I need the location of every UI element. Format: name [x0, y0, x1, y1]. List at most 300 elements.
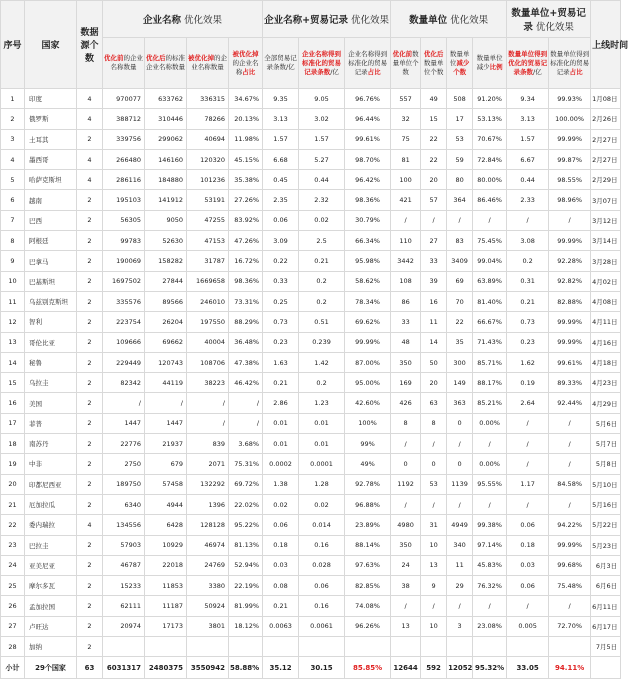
cell	[263, 637, 299, 657]
subheader-text: 企业名称得到标准化的贸易记录	[348, 49, 388, 76]
subheader-highlight: 企业名称得到标准化的贸易记录条数	[302, 49, 342, 76]
cell: 88.29%	[229, 312, 263, 332]
cell: 0.18	[507, 535, 549, 555]
cell: 4月16日	[591, 332, 621, 352]
cell: 246010	[187, 291, 229, 311]
cell: 1	[1, 89, 25, 109]
cell: 中非	[25, 454, 77, 474]
cell: 南苏丹	[25, 434, 77, 454]
subheader-text: 的企业名称数量	[191, 54, 227, 71]
cell: 98.96%	[549, 190, 591, 210]
cell: 27.26%	[229, 190, 263, 210]
cell: 99.93%	[549, 89, 591, 109]
cell: /	[549, 596, 591, 616]
subheader-highlight: 优化前	[104, 54, 124, 62]
cell: 95.32%	[473, 657, 507, 679]
cell: 3380	[187, 576, 229, 596]
cell: 99.61%	[549, 352, 591, 372]
cell: 97.14%	[473, 535, 507, 555]
cell: /	[391, 596, 421, 616]
subheader-text: 数量单位减少	[476, 54, 503, 71]
subheader-9	[447, 38, 473, 89]
cell: 340	[447, 535, 473, 555]
cell: 6	[1, 190, 25, 210]
cell: 9	[421, 576, 447, 596]
cell: 310446	[145, 109, 187, 129]
cell: 4月11日	[591, 312, 621, 332]
table-row	[1, 494, 621, 514]
cell: 4980	[391, 515, 421, 535]
cell: 4月08日	[591, 291, 621, 311]
cell: 2	[77, 373, 103, 393]
cell: 35.12	[263, 657, 299, 679]
cell: 0.06	[263, 515, 299, 535]
cell: 300	[447, 352, 473, 372]
cell: 0.02	[299, 494, 345, 514]
cell: 0.22	[263, 251, 299, 271]
cell	[345, 637, 391, 657]
cell: 0.21	[263, 373, 299, 393]
cell: 44119	[145, 373, 187, 393]
cell: 3.02	[299, 109, 345, 129]
cell: 4944	[145, 494, 187, 514]
subheader-highlight: 比例	[489, 63, 503, 71]
header-group-unit: 数量单位 优化效果	[391, 1, 507, 38]
cell: 96.44%	[345, 109, 391, 129]
subheader-5	[299, 38, 345, 89]
cell: 2480375	[145, 657, 187, 679]
subheader-highlight: 被优化掉	[188, 54, 214, 62]
table-row	[1, 352, 621, 372]
subheader-4	[263, 38, 299, 89]
cell: 99.61%	[345, 129, 391, 149]
cell	[103, 637, 145, 657]
cell: 49	[421, 89, 447, 109]
cell: 76.32%	[473, 576, 507, 596]
cell: 27844	[145, 271, 187, 291]
cell: 0.31	[507, 271, 549, 291]
cell: 146160	[145, 149, 187, 169]
cell: 2	[77, 291, 103, 311]
cell: 6月6日	[591, 576, 621, 596]
cell: 99.99%	[549, 129, 591, 149]
cell: 1139	[447, 474, 473, 494]
cell: 3	[1, 129, 25, 149]
cell: 57	[421, 190, 447, 210]
header-group-company-trade: 企业名称+贸易记录 优化效果	[263, 1, 391, 38]
cell: 越南	[25, 190, 77, 210]
cell: 229449	[103, 352, 145, 372]
cell: 99.99%	[549, 535, 591, 555]
cell: 57458	[145, 474, 187, 494]
cell: 99.04%	[473, 251, 507, 271]
subheader-highlight: 数量单位得到优化的贸易记录条数	[508, 49, 548, 76]
cell: 336315	[187, 89, 229, 109]
cell: 2.86	[263, 393, 299, 413]
cell: 66.67%	[473, 312, 507, 332]
cell: 0.014	[299, 515, 345, 535]
cell: 0.33	[263, 271, 299, 291]
cell: 27	[421, 231, 447, 251]
cell: 2071	[187, 454, 229, 474]
cell: 0.03	[263, 555, 299, 575]
table-row	[1, 312, 621, 332]
cell: 5月6日	[591, 413, 621, 433]
cell: 15	[421, 109, 447, 129]
cell: 1.57	[507, 129, 549, 149]
cell: 80	[447, 170, 473, 190]
cell: 2750	[103, 454, 145, 474]
table-row	[1, 413, 621, 433]
cell: /	[391, 494, 421, 514]
cell: 6.67	[507, 149, 549, 169]
subheader-8	[421, 38, 447, 89]
cell: 74.08%	[345, 596, 391, 616]
cell: 厄加拉瓜	[25, 494, 77, 514]
cell: 9.34	[507, 89, 549, 109]
cell: 21937	[145, 434, 187, 454]
cell: 4	[77, 109, 103, 129]
cell: 57903	[103, 535, 145, 555]
cell: 0.19	[507, 373, 549, 393]
cell: 2.33	[507, 190, 549, 210]
cell: 195103	[103, 190, 145, 210]
cell: 36.48%	[229, 332, 263, 352]
cell: 99783	[103, 231, 145, 251]
cell: 39	[421, 271, 447, 291]
table-row	[1, 576, 621, 596]
cell: 679	[145, 454, 187, 474]
cell: /	[507, 454, 549, 474]
cell: 2	[77, 129, 103, 149]
cell: /	[507, 494, 549, 514]
cell: 95.55%	[473, 474, 507, 494]
table-row	[1, 190, 621, 210]
cell: 63	[421, 393, 447, 413]
cell: 40694	[187, 129, 229, 149]
cell: 2.35	[263, 190, 299, 210]
cell: 1697502	[103, 271, 145, 291]
cell: 49%	[345, 454, 391, 474]
cell: /	[421, 596, 447, 616]
cell: 128128	[187, 515, 229, 535]
cell: 98.55%	[549, 170, 591, 190]
cell: 83.92%	[229, 210, 263, 230]
cell: 18.12%	[229, 616, 263, 636]
cell: 3月12日	[591, 210, 621, 230]
subheader-highlight: 减少个数	[453, 58, 470, 76]
cell: 20	[421, 170, 447, 190]
cell: 0.18	[263, 535, 299, 555]
cell: 63	[77, 657, 103, 679]
cell: 92.78%	[345, 474, 391, 494]
cell: 2	[77, 312, 103, 332]
cell: 16	[1, 393, 25, 413]
cell: 秘鲁	[25, 352, 77, 372]
cell: 2	[77, 637, 103, 657]
subheader-text: /亿	[330, 67, 339, 76]
cell: 0.21	[263, 596, 299, 616]
cell: 0	[447, 454, 473, 474]
cell: 70	[447, 291, 473, 311]
cell: 91.20%	[473, 89, 507, 109]
cell: 38	[391, 576, 421, 596]
table-row	[1, 271, 621, 291]
cell: 0.06	[263, 210, 299, 230]
cell: 11.98%	[229, 129, 263, 149]
cell: 3月07日	[591, 190, 621, 210]
cell: 0.00%	[473, 454, 507, 474]
cell: 4	[77, 515, 103, 535]
cell: 17	[1, 413, 25, 433]
cell: 13	[1, 332, 25, 352]
cell: /	[473, 596, 507, 616]
table-row	[1, 637, 621, 657]
cell: 12	[1, 312, 25, 332]
cell: 32	[391, 109, 421, 129]
cell: 75.31%	[229, 454, 263, 474]
cell: 88.14%	[345, 535, 391, 555]
cell: 26204	[145, 312, 187, 332]
cell: 1.38	[263, 474, 299, 494]
cell: 59	[447, 149, 473, 169]
header-group-company-name: 企业名称 优化效果	[103, 1, 263, 38]
cell: 286116	[103, 170, 145, 190]
cell: 3	[447, 616, 473, 636]
cell: 3.13	[263, 109, 299, 129]
cell	[145, 637, 187, 657]
cell: 2	[77, 454, 103, 474]
cell: 4月23日	[591, 373, 621, 393]
subheader-10	[473, 38, 507, 89]
cell: 2	[77, 190, 103, 210]
cell: 2	[77, 231, 103, 251]
cell: /	[473, 210, 507, 230]
cell: 1669658	[187, 271, 229, 291]
cell: 33	[391, 312, 421, 332]
cell: 81.40%	[473, 291, 507, 311]
cell: 75.48%	[549, 576, 591, 596]
cell: 52.94%	[229, 555, 263, 575]
subheader-text: 的企业名称数量	[110, 54, 143, 71]
cell: 巴拉圭	[25, 535, 77, 555]
cell: 132292	[187, 474, 229, 494]
cell: 31	[421, 515, 447, 535]
cell: /	[421, 210, 447, 230]
cell: 4	[77, 149, 103, 169]
cell: 10929	[145, 535, 187, 555]
cell: /	[549, 210, 591, 230]
cell: 0.06	[507, 515, 549, 535]
cell: 10	[421, 535, 447, 555]
cell: 乌兹别克斯坦	[25, 291, 77, 311]
cell: 2	[77, 271, 103, 291]
header-online-date: 上线时间	[591, 1, 621, 89]
cell: 95.22%	[229, 515, 263, 535]
cell: 69.62%	[345, 312, 391, 332]
cell: 24769	[187, 555, 229, 575]
cell: 6.68	[263, 149, 299, 169]
cell: 47153	[187, 231, 229, 251]
cell: 11	[447, 555, 473, 575]
table-row	[1, 231, 621, 251]
cell: 0.06	[299, 576, 345, 596]
cell: 20974	[103, 616, 145, 636]
cell: 3550942	[187, 657, 229, 679]
cell: /	[187, 393, 229, 413]
cell: 1447	[145, 413, 187, 433]
subheader-text: 数量单位个数	[392, 49, 419, 76]
cell: 99.99%	[549, 231, 591, 251]
subheader-highlight: 优化前	[392, 49, 413, 58]
subheader-0	[103, 38, 145, 89]
cell: 5月7日	[591, 434, 621, 454]
table-row	[1, 109, 621, 129]
cell: 81.99%	[229, 596, 263, 616]
cell	[391, 637, 421, 657]
cell	[299, 637, 345, 657]
subheader-text: 数量单位	[449, 49, 470, 67]
cell: 31787	[187, 251, 229, 271]
cell: 100%	[345, 413, 391, 433]
cell: /	[447, 434, 473, 454]
cell: 5月22日	[591, 515, 621, 535]
cell: 94.22%	[549, 515, 591, 535]
cell: 53	[421, 474, 447, 494]
cell: 78266	[187, 109, 229, 129]
cell: 3.68%	[229, 434, 263, 454]
cell	[229, 637, 263, 657]
cell: 1月08日	[591, 89, 621, 109]
cell: 100.00%	[549, 109, 591, 129]
cell: 巴基斯坦	[25, 271, 77, 291]
cell: 99.68%	[549, 555, 591, 575]
cell: /	[507, 210, 549, 230]
cell: 8	[391, 413, 421, 433]
cell: /	[229, 413, 263, 433]
table-row	[1, 535, 621, 555]
cell: 22.19%	[229, 576, 263, 596]
cell: 34.67%	[229, 89, 263, 109]
cell: 1192	[391, 474, 421, 494]
table-row	[1, 515, 621, 535]
cell: 92.44%	[549, 393, 591, 413]
cell: 169	[391, 373, 421, 393]
cell: /	[229, 393, 263, 413]
cell: 110	[391, 231, 421, 251]
cell: 6428	[145, 515, 187, 535]
cell: 58.62%	[345, 271, 391, 291]
cell: 970077	[103, 89, 145, 109]
cell: 16	[421, 291, 447, 311]
cell: 10	[1, 271, 25, 291]
subheader-text: 的标准企业名称数量	[146, 54, 185, 71]
cell: 82.85%	[345, 576, 391, 596]
cell: 11	[1, 291, 25, 311]
cell: 5.27	[299, 149, 345, 169]
cell: 14	[421, 332, 447, 352]
cell: 335576	[103, 291, 145, 311]
cell: 557	[391, 89, 421, 109]
cell: 96.88%	[345, 494, 391, 514]
cell: 23	[1, 535, 25, 555]
cell: 0	[421, 454, 447, 474]
cell: 2	[77, 616, 103, 636]
cell: 0.16	[299, 535, 345, 555]
cell: 0.028	[299, 555, 345, 575]
cell: 20	[421, 373, 447, 393]
cell: 6031317	[103, 657, 145, 679]
cell: 71.43%	[473, 332, 507, 352]
cell: 58.88%	[229, 657, 263, 679]
subheader-3	[229, 38, 263, 89]
cell: 99.99%	[549, 312, 591, 332]
cell: 426	[391, 393, 421, 413]
cell: 4	[77, 170, 103, 190]
subheader-6	[345, 38, 391, 89]
cell: 0.73	[263, 312, 299, 332]
cell: 53	[447, 129, 473, 149]
cell: 0.0001	[299, 454, 345, 474]
cell: 53.13%	[473, 109, 507, 129]
cell: 0.01	[299, 434, 345, 454]
cell: 388712	[103, 109, 145, 129]
cell: 阿根廷	[25, 231, 77, 251]
cell: 2	[77, 576, 103, 596]
cell: 52630	[145, 231, 187, 251]
total-row	[1, 657, 621, 679]
cell: 81	[391, 149, 421, 169]
cell: /	[507, 434, 549, 454]
cell: 2	[77, 555, 103, 575]
cell: 149	[447, 373, 473, 393]
cell: 0	[447, 413, 473, 433]
cell: 0.01	[263, 434, 299, 454]
cell: 15233	[103, 576, 145, 596]
cell: 46974	[187, 535, 229, 555]
cell: 101236	[187, 170, 229, 190]
cell: 45.15%	[229, 149, 263, 169]
cell: 89566	[145, 291, 187, 311]
cell: 8	[1, 231, 25, 251]
cell: 42.60%	[345, 393, 391, 413]
subheader-text: 全部贸易记录条数/亿	[264, 54, 297, 71]
cell: /	[549, 494, 591, 514]
cell: 70.67%	[473, 129, 507, 149]
cell: 1.42	[299, 352, 345, 372]
cell	[187, 637, 229, 657]
cell: 2	[77, 332, 103, 352]
cell	[421, 637, 447, 657]
cell: 10	[421, 616, 447, 636]
cell: 24	[1, 555, 25, 575]
cell: 19	[1, 454, 25, 474]
cell: 22	[421, 129, 447, 149]
cell: 96.42%	[345, 170, 391, 190]
cell: 12052	[447, 657, 473, 679]
cell: 75.45%	[473, 231, 507, 251]
cell: 26	[1, 596, 25, 616]
cell: 98.36%	[345, 190, 391, 210]
cell: 839	[187, 434, 229, 454]
cell: 92.82%	[549, 271, 591, 291]
cell: 86	[391, 291, 421, 311]
table-row	[1, 251, 621, 271]
cell: 120743	[145, 352, 187, 372]
cell: 智利	[25, 312, 77, 332]
cell: 120320	[187, 149, 229, 169]
cell: 1.63	[263, 352, 299, 372]
